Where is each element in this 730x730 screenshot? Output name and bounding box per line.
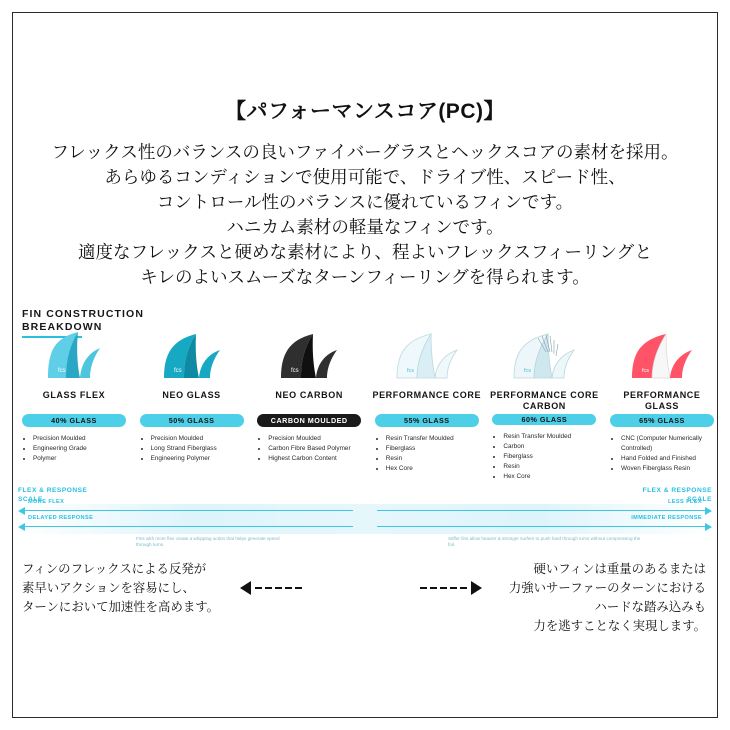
intro-line-2: あらゆるコンディションで使用可能で、ドライブ性、スピード性、 [104,167,626,187]
construction-name: NEO GLASS [162,390,221,400]
caption-left-line3: ターンにおいて加速性を高めます。 [22,600,220,614]
bullet-item: • Hex Core [503,472,596,482]
bullet-item: • Hand Folded and Finished [621,454,714,464]
intro-line-3: コントロール性のバランスに優れているフィンです。 [156,192,574,212]
arrow-caption-less-flex: LESS FLEX [667,499,702,505]
scale-label-right-line1: FLEX & RESPONSE [642,487,712,494]
arrow-right-head-icon [705,507,712,515]
dash-segment [265,587,272,589]
arrow-line [377,510,705,512]
caption-right-line2: 力強いサーファーのターンにおける [508,581,706,595]
dash-segment [420,587,427,589]
glass-percent-pill: 55% GLASS [375,414,479,427]
bullet-item: • Carbon [503,442,596,452]
bullet-item: • Long Strand Fiberglass [151,444,244,454]
dashed-arrow-right-head-icon [471,581,482,595]
flex-response-scale [18,486,712,546]
bullet-item: • Resin Transfer Moulded [503,432,596,442]
caption-right-line3: ハードな踏み込みも [594,600,706,614]
construction-column-performance-glass [606,322,718,482]
fin-icon-neo-glass [138,322,246,384]
bullet-item: • Fiberglass [386,444,479,454]
caption-left [22,560,219,617]
intro-line-6: キレのよいスムーズなターンフィーリングを得られます。 [140,267,590,287]
bullet-item: • Woven Fiberglass Resin [621,464,714,474]
dash-segment [295,587,302,589]
construction-bullets [610,434,714,474]
dashed-arrow-left-head-icon [240,581,251,595]
svg-text:fcs: fcs [173,368,182,374]
dash-segment [285,587,292,589]
construction-column-performance-core [371,322,483,482]
construction-bullets [257,434,361,464]
scale-fineprint-left: Fins with more flex create a whipping action that helps generate speed through turns. [136,536,280,547]
dash-segment [275,587,282,589]
construction-name: NEO CARBON [275,390,343,400]
bullet-item: • Resin Transfer Moulded [386,434,479,444]
svg-text:fcs: fcs [641,368,649,374]
svg-text:fcs: fcs [406,368,414,374]
scale-label-right-line2: SCALE [687,495,712,503]
arrow-caption-more-flex: MORE FLEX [28,499,65,505]
bullet-item: • Fiberglass [503,452,596,462]
dashed-arrow-right [420,580,482,596]
scale-fineprint-right: Stiffer fins allow heavier & stronger surfers to push hard through turns without compressing the foil. [448,536,641,547]
intro-line-1: フレックス性のバランスの良いファイバーグラスとヘックスコアの素材を採用。 [51,142,679,162]
construction-column-neo-carbon [253,322,365,482]
arrow-line [25,526,353,528]
intro-line-5: 適度なフレックスと硬めな素材により、程よいフレックスフィーリングと [78,242,652,262]
glass-percent-pill: 50% GLASS [140,414,244,427]
fin-icon-glass-flex [20,322,128,384]
construction-bullets [492,432,596,482]
dash-segment [255,587,262,589]
intro-line-4: ハニカム素材の軽量なフィンです。 [226,217,504,237]
fin-icon-performance-core [373,322,481,384]
construction-column-neo-glass [136,322,248,482]
svg-text:fcs: fcs [524,368,532,374]
caption-right [509,560,706,636]
construction-name: PERFORMANCE CORE [372,390,482,400]
construction-bullets [140,434,244,464]
arrow-immediate-response [377,522,712,531]
svg-text:fcs: fcs [291,368,299,374]
construction-column-glass-flex [18,322,130,482]
arrow-caption-delayed-response: DELAYED RESPONSE [28,515,94,521]
arrow-left-head-icon [18,507,25,515]
scale-label-left-line2: SCALE [18,495,43,503]
construction-name: GLASS FLEX [42,390,106,400]
caption-left-line1: フィンのフレックスによる反発が [22,562,207,576]
scale-label-left-line1: FLEX & RESPONSE [18,487,88,494]
arrow-delayed-response [18,522,353,531]
bullet-item: • Highest Carbon Content [268,454,361,464]
bullet-item: • CNC (Computer Numerically Controlled) [621,434,714,453]
caption-right-line1: 硬いフィンは重量のあるまたは [533,562,706,576]
bullet-item: • Engineering Polymer [151,454,244,464]
arrow-caption-immediate-response: IMMEDIATE RESPONSE [631,515,702,521]
fin-icon-neo-carbon [255,322,363,384]
construction-name: PERFORMANCE CORE CARBON [490,390,599,411]
caption-left-line2: 素早いアクションを容易にし、 [22,581,195,595]
bullet-item: • Resin [503,462,596,472]
arrow-left-head-icon [18,523,25,531]
fin-icon-performance-core-carbon [490,322,598,384]
caption-right-line4: 力を逃すことなく実現します。 [533,619,706,633]
bullet-item: • Precision Moulded [151,434,244,444]
construction-bullets [22,434,126,464]
fin-icon-performance-glass [608,322,716,384]
glass-percent-pill: 40% GLASS [22,414,126,427]
bullet-item: • Carbon Fibre Based Polymer [268,444,361,454]
dash-segment [440,587,447,589]
glass-percent-pill: 65% GLASS [610,414,714,427]
dash-segment [460,587,467,589]
bullet-item: • Precision Moulded [33,434,126,444]
arrow-right-head-icon [705,523,712,531]
construction-column-performance-core-carbon [488,322,600,482]
arrow-more-flex [18,506,353,515]
arrow-line [25,510,353,512]
intro-paragraph [18,140,712,290]
bullet-item: • Engineering Grade [33,444,126,454]
construction-bullets [375,434,479,474]
construction-name: PERFORMANCE GLASS [623,390,701,411]
glass-percent-pill: 60% GLASS [492,414,596,425]
bullet-item: • Precision Moulded [268,434,361,444]
bullet-item: • Resin [386,454,479,464]
bullet-item: • Polymer [33,454,126,464]
bullet-item: • Hex Core [386,464,479,474]
construction-columns [18,322,718,482]
glass-percent-pill: CARBON MOULDED [257,414,361,427]
dashed-arrow-left [240,580,305,596]
breakdown-heading-line2: BREAKDOWN [22,321,103,333]
svg-text:fcs: fcs [58,368,66,374]
dash-segment [450,587,457,589]
arrow-line [377,526,705,528]
arrow-less-flex [377,506,712,515]
breakdown-heading-line1: FIN CONSTRUCTION [22,308,145,320]
dash-segment [430,587,437,589]
page-title: 【パフォーマンスコア(PC)】 [225,100,505,123]
